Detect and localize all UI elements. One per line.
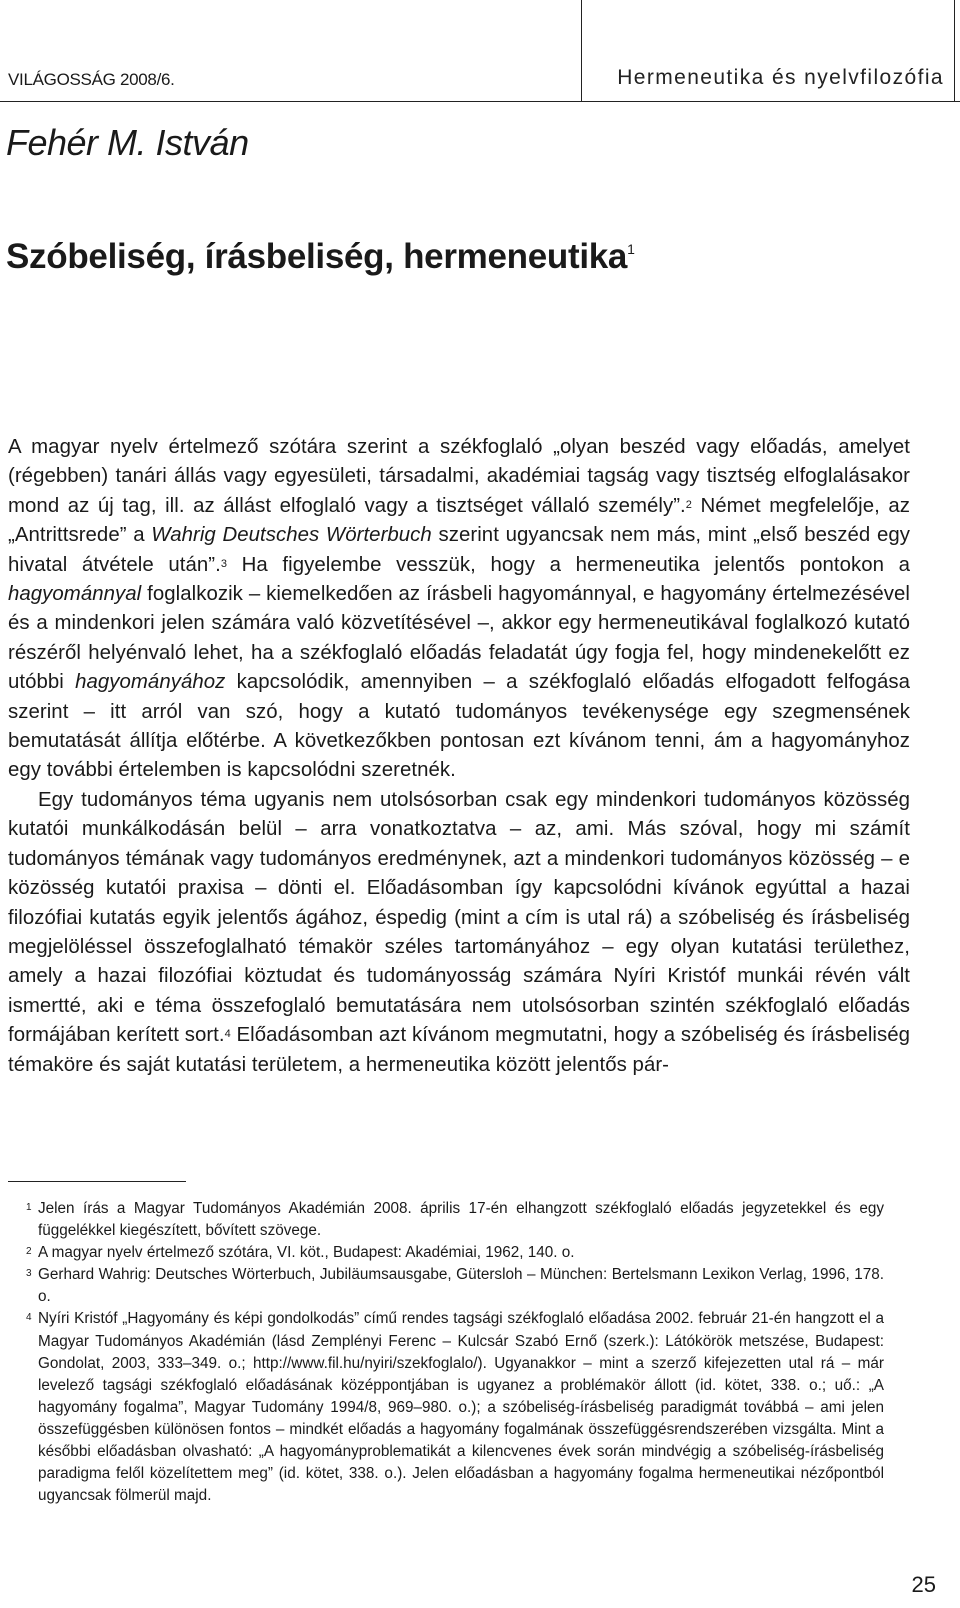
p2-text-a: Egy tudományos téma ugyanis nem utolsósorban csak egy mindenkori tudományos közösség kutatói munkálkodásán belül – arra vonatkoztatva – az, ami. Más szóval, hogy mi számít tudományos témának vagy tudományos eredménynek, azt a mindenkori tudományos közösség – e közösség kutatói praxisa – dönti el. Előadásomban így kapcsolódni kívánok egyúttal a hazai filozófiai kutatás egyik jelentős ágához, éspedig (mint a cím is utal rá) a szóbeliség és írásbeliség megjelöléssel összefoglalható témakör széles tartományához – egy olyan kutatási területhez, amely a hazai filozófiai köztudat és tudományosság számára Nyíri Kristóf munkái révén vált ismertté, aki e téma összefoglaló bemutatására nem utolsósorban szintén székfoglaló előadás formájában kerített sort.	[8, 788, 910, 1047]
footnotes	[8, 1198, 884, 1507]
footnote-3	[8, 1264, 884, 1308]
footnote-number: 4	[26, 1312, 32, 1324]
footnote-text: Jelen írás a Magyar Tudományos Akadémián 2008. április 17-én elhangzott székfoglaló előadás jegyzetekkel és egy függelékkel kiegészített, bővített szövege.	[38, 1200, 884, 1240]
p2-text-b: Előadásomban azt kívánom megmutatni, hogy a szóbeliség és írásbeliség témaköre és saját kutatási területem, a hermeneutika között jelentős pár-	[8, 1024, 911, 1076]
paragraph-2	[8, 786, 910, 1080]
footnote-1	[8, 1198, 884, 1242]
footnote-text: A magyar nyelv értelmező szótára, VI. köt., Budapest: Akadémiai, 1962, 140. o.	[38, 1244, 575, 1262]
footnote-text: Gerhard Wahrig: Deutsches Wörterbuch, Jubiläumsausgabe, Gütersloh – München: Bertelsmann Lexikon Verlag, 1996, 178. o.	[38, 1266, 884, 1306]
footnote-ref-4: 4	[224, 1028, 231, 1041]
footnote-divider	[8, 1181, 186, 1182]
p1-italic-hagyomannyal: hagyománnyal	[8, 583, 142, 606]
header-divider	[0, 101, 960, 102]
p1-italic-hagyomanyahoz: hagyományához	[75, 671, 226, 694]
footnote-text: Nyíri Kristóf „Hagyomány és képi gondolkodás” című rendes tagsági székfoglaló előadása 2002. február 21-én hangzott el a Magyar Tudományos Akadémián (lásd Zemplényi Ferenc – Kulcsár Szabó Ernő (szerk.): Látókörök metszése, Budapest: Gondolat, 2003, 333–349. o.; http://www.fil.hu/nyiri/szekfoglalo/). Ugyanakkor – mint a szerző kifejezetten utal rá – már levelező tagsági székfoglaló előadásának középpontjában is ugyanez a problémakör állott (id. kötet, 338. o.; uő.: „A hagyomány fogalma”, Magyar Tudomány 1994/8, 969–980. o.); a szóbeliség-írásbeliség paradigmát továbbá – ami jelen összefüggésben különösen fontos – mindkét előadás a hagyomány fogalmának összefüggésrendszerében vizsgálta. Mint a későbbi előadásban olvasható: „A hagyományproblematikát a kilencvenes évek során mindvégig a szóbeliség-írásbeliség paradigma felől közelítettem meg” (id. kötet, 338. o.). Jelen előadásban a hagyomány fogalma hermeneutikai nézőpontból ugyancsak fölmerül majd.	[38, 1310, 884, 1505]
footnote-ref-3: 3	[220, 557, 227, 570]
footnote-number: 3	[26, 1268, 32, 1280]
article-body	[8, 433, 910, 1080]
footnote-4	[8, 1308, 884, 1507]
journal-issue: VILÁGOSSÁG 2008/6.	[8, 70, 175, 89]
footnote-number: 2	[26, 1246, 32, 1258]
footnote-2	[8, 1242, 884, 1264]
article-title	[6, 237, 635, 277]
p1-text-c: szerint ugyancsak nem más, mint „első beszéd egy hivatal átvétele után”.	[8, 524, 910, 576]
footnote-number: 1	[26, 1202, 32, 1213]
p1-italic-wahrig: Wahrig Deutsches Wörterbuch	[151, 524, 432, 547]
p1-text-f: kapcsolódik, amennyiben – a székfoglaló előadás elfogadott felfogása szerint – itt arról van szó, hogy a kutató tudományos tevékenysége egy szegmensének bemutatását állítja előtérbe. A következőkben pontosan ezt kívánom tenni, ám a hagyományhoz egy további értelemben is kapcsolódni szeretnék.	[8, 671, 910, 782]
author-name: Fehér M. István	[6, 122, 249, 163]
paragraph-1	[8, 433, 910, 786]
section-title: Hermeneutika és nyelvfilozófia	[617, 66, 944, 89]
page-number: 25	[911, 1572, 936, 1597]
article-title-text: Szóbeliség, írásbeliség, hermeneutika	[6, 237, 628, 276]
p1-text-e: foglalkozik – kiemelkedően az írásbeli hagyománnyal, e hagyomány értelmezésével és a mindenkori jelen számára való közvetítésével –, akkor egy hermeneutikával foglalkozó kutató részéről helyénvaló lehet, ha a székfoglaló előadás feladatát úgy fogja fel, hogy mindenekelőtt ez utóbbi	[8, 583, 910, 694]
footnote-ref-2: 2	[685, 498, 692, 511]
p1-text-d: Ha figyelembe vesszük, hogy a hermeneutika jelentős pontokon a	[227, 553, 911, 576]
title-footnote-ref: 1	[627, 241, 635, 257]
p1-text-b: Német megfelelője, az „Antrittsrede” a	[8, 494, 910, 547]
p1-text-a: A magyar nyelv értelmező szótára szerint a székfoglaló „olyan beszéd vagy előadás, amelyet (régebben) tanári állás vagy egyesületi, társadalmi, akadémiai tagság vagy tisztség elfoglalásakor mond az új tag, ill. az állást elfoglaló vagy a tisztséget vállaló személy”.	[8, 436, 910, 517]
